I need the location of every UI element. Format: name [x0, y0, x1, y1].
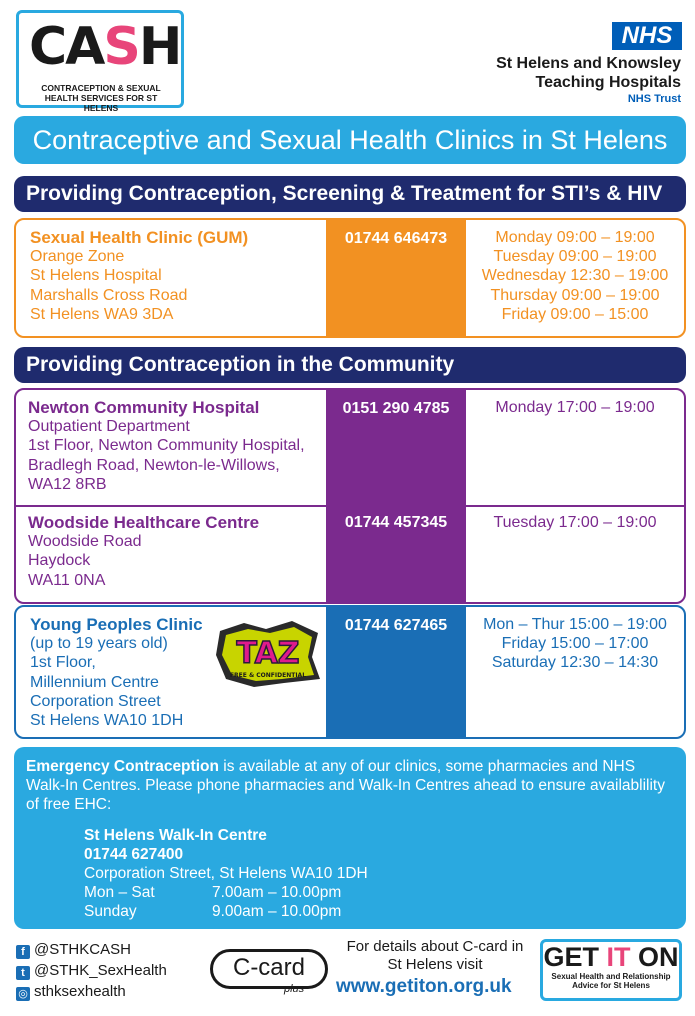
ccard-details [330, 938, 540, 974]
clinic-name: Newton Community Hospital [28, 398, 260, 417]
twitter-link[interactable] [16, 962, 167, 980]
address-line: Haydock [28, 552, 91, 570]
walkin-day: Sunday [84, 903, 137, 920]
cash-logo-word: CASH [29, 17, 181, 77]
walkin-time: 9.00am – 10.00pm [212, 903, 342, 920]
clinic-address [28, 513, 259, 590]
taz-logo-text: TAZ [236, 636, 300, 671]
page-title: Contraceptive and Sexual Health Clinics in St Helens [14, 116, 686, 164]
hours-line: Thursday 09:00 – 19:00 [490, 286, 660, 304]
ccard-details-line-1: For details about C-card in [346, 938, 524, 955]
getiton-logo [540, 939, 682, 1001]
clinic-card-woodside [14, 505, 686, 604]
ccard-details-line-2: St Helens visit [387, 956, 483, 973]
ccard-logo: C-card [210, 949, 328, 989]
walkin-time: 7.00am – 10.00pm [212, 884, 342, 901]
clinic-hours [468, 513, 682, 532]
trust-line-1: St Helens and Knowsley [496, 55, 681, 72]
walkin-day: Mon – Sat [84, 884, 155, 901]
address-line: Orange Zone [30, 248, 125, 266]
clinic-address [28, 398, 305, 494]
instagram-link[interactable] [16, 983, 126, 1001]
hours-line: Tuesday 09:00 – 19:00 [493, 248, 657, 266]
clinic-name: Sexual Health Clinic (GUM) [30, 228, 249, 247]
hours-line: Monday 09:00 – 19:00 [495, 229, 655, 246]
taz-logo [214, 621, 322, 687]
walkin-hours-row [84, 902, 368, 921]
section-heading-sti: Providing Contraception, Screening & Treatment for STI’s & HIV [14, 176, 686, 212]
clinic-address [30, 228, 248, 324]
facebook-icon: f [16, 945, 30, 959]
address-line: 1st Floor, [30, 654, 96, 672]
clinic-phone[interactable]: 0151 290 4785 [342, 400, 450, 417]
getiton-sub: Sexual Health and Relationship Advice for St Helens [551, 972, 671, 990]
cash-logo [16, 10, 184, 113]
address-line: Millennium Centre [30, 673, 159, 691]
clinic-address [30, 615, 203, 730]
clinic-card-young-peoples [14, 605, 686, 739]
emergency-lead: Emergency Contraception [26, 758, 219, 775]
walkin-phone[interactable]: 01744 627400 [84, 846, 184, 863]
walkin-centre [84, 826, 368, 921]
instagram-handle: sthksexhealth [34, 983, 126, 1000]
instagram-icon: ◎ [16, 987, 30, 1001]
address-line: St Helens WA9 3DA [30, 305, 174, 323]
clinic-phone[interactable]: 01744 627465 [326, 607, 466, 737]
emergency-panel [14, 747, 686, 929]
address-line: Corporation Street [30, 692, 161, 710]
address-line: 1st Floor, Newton Community Hospital, [28, 437, 305, 455]
hours-line: Wednesday 12:30 – 19:00 [481, 267, 669, 285]
hours-line: Saturday 12:30 – 14:30 [491, 654, 659, 672]
address-line: Marshalls Cross Road [30, 286, 188, 304]
twitter-handle: @STHK_SexHealth [34, 962, 167, 979]
trust-name [496, 54, 681, 106]
walkin-hours-row [84, 883, 368, 902]
address-line: (up to 19 years old) [30, 635, 168, 653]
hours-line: Friday 09:00 – 15:00 [501, 305, 649, 323]
clinic-name: Young Peoples Clinic [30, 615, 203, 634]
address-line: WA11 0NA [28, 571, 106, 589]
cash-logo-subtitle: CONTRACEPTION & SEXUAL HEALTH SERVICES FOR ST HELENS [41, 83, 161, 113]
walkin-name: St Helens Walk-In Centre [84, 827, 267, 844]
address-line: Outpatient Department [28, 418, 190, 436]
nhs-logo: NHS [612, 22, 682, 50]
taz-logo-sub: FREE & CONFIDENTIAL [229, 672, 307, 679]
address-line: WA12 8RB [28, 475, 107, 493]
clinic-phone[interactable]: 01744 457345 [344, 514, 448, 531]
trust-line-3: NHS Trust [627, 93, 681, 105]
twitter-icon: t [16, 966, 30, 980]
clinic-card-newton [14, 388, 686, 505]
facebook-link[interactable] [16, 941, 131, 959]
address-line: Bradlegh Road, Newton-le-Willows, [28, 456, 280, 474]
facebook-handle: @STHKCASH [34, 941, 131, 958]
emergency-text: is available at any of our clinics, some pharmacies and NHS Walk-In Centres. Please phone pharmacies and Walk-In Centres ahead to ensure availablility of free EHC: [26, 758, 665, 813]
hours-line: Friday 15:00 – 17:00 [501, 635, 649, 653]
trust-line-2: Teaching Hospitals [535, 74, 681, 91]
clinic-phone[interactable]: 01744 646473 [326, 220, 466, 336]
clinic-hours [468, 615, 682, 673]
clinic-card-sexual-health [14, 218, 686, 338]
section-heading-community: Providing Contraception in the Community [14, 347, 686, 383]
clinic-hours [468, 398, 682, 417]
clinic-hours [468, 228, 682, 324]
hours-line: Tuesday 17:00 – 19:00 [493, 514, 657, 531]
walkin-address: Corporation Street, St Helens WA10 1DH [84, 865, 368, 882]
clinic-name: Woodside Healthcare Centre [28, 513, 260, 532]
getiton-word: GET IT ON [543, 942, 679, 972]
address-line: St Helens WA10 1DH [30, 712, 184, 730]
address-line: Woodside Road [28, 533, 142, 551]
address-line: St Helens Hospital [30, 267, 162, 285]
ccard-plus: plus [284, 983, 305, 995]
getiton-url-link[interactable]: www.getiton.org.uk [336, 976, 512, 997]
hours-line: Monday 17:00 – 19:00 [495, 399, 655, 416]
hours-line: Mon – Thur 15:00 – 19:00 [483, 616, 667, 633]
